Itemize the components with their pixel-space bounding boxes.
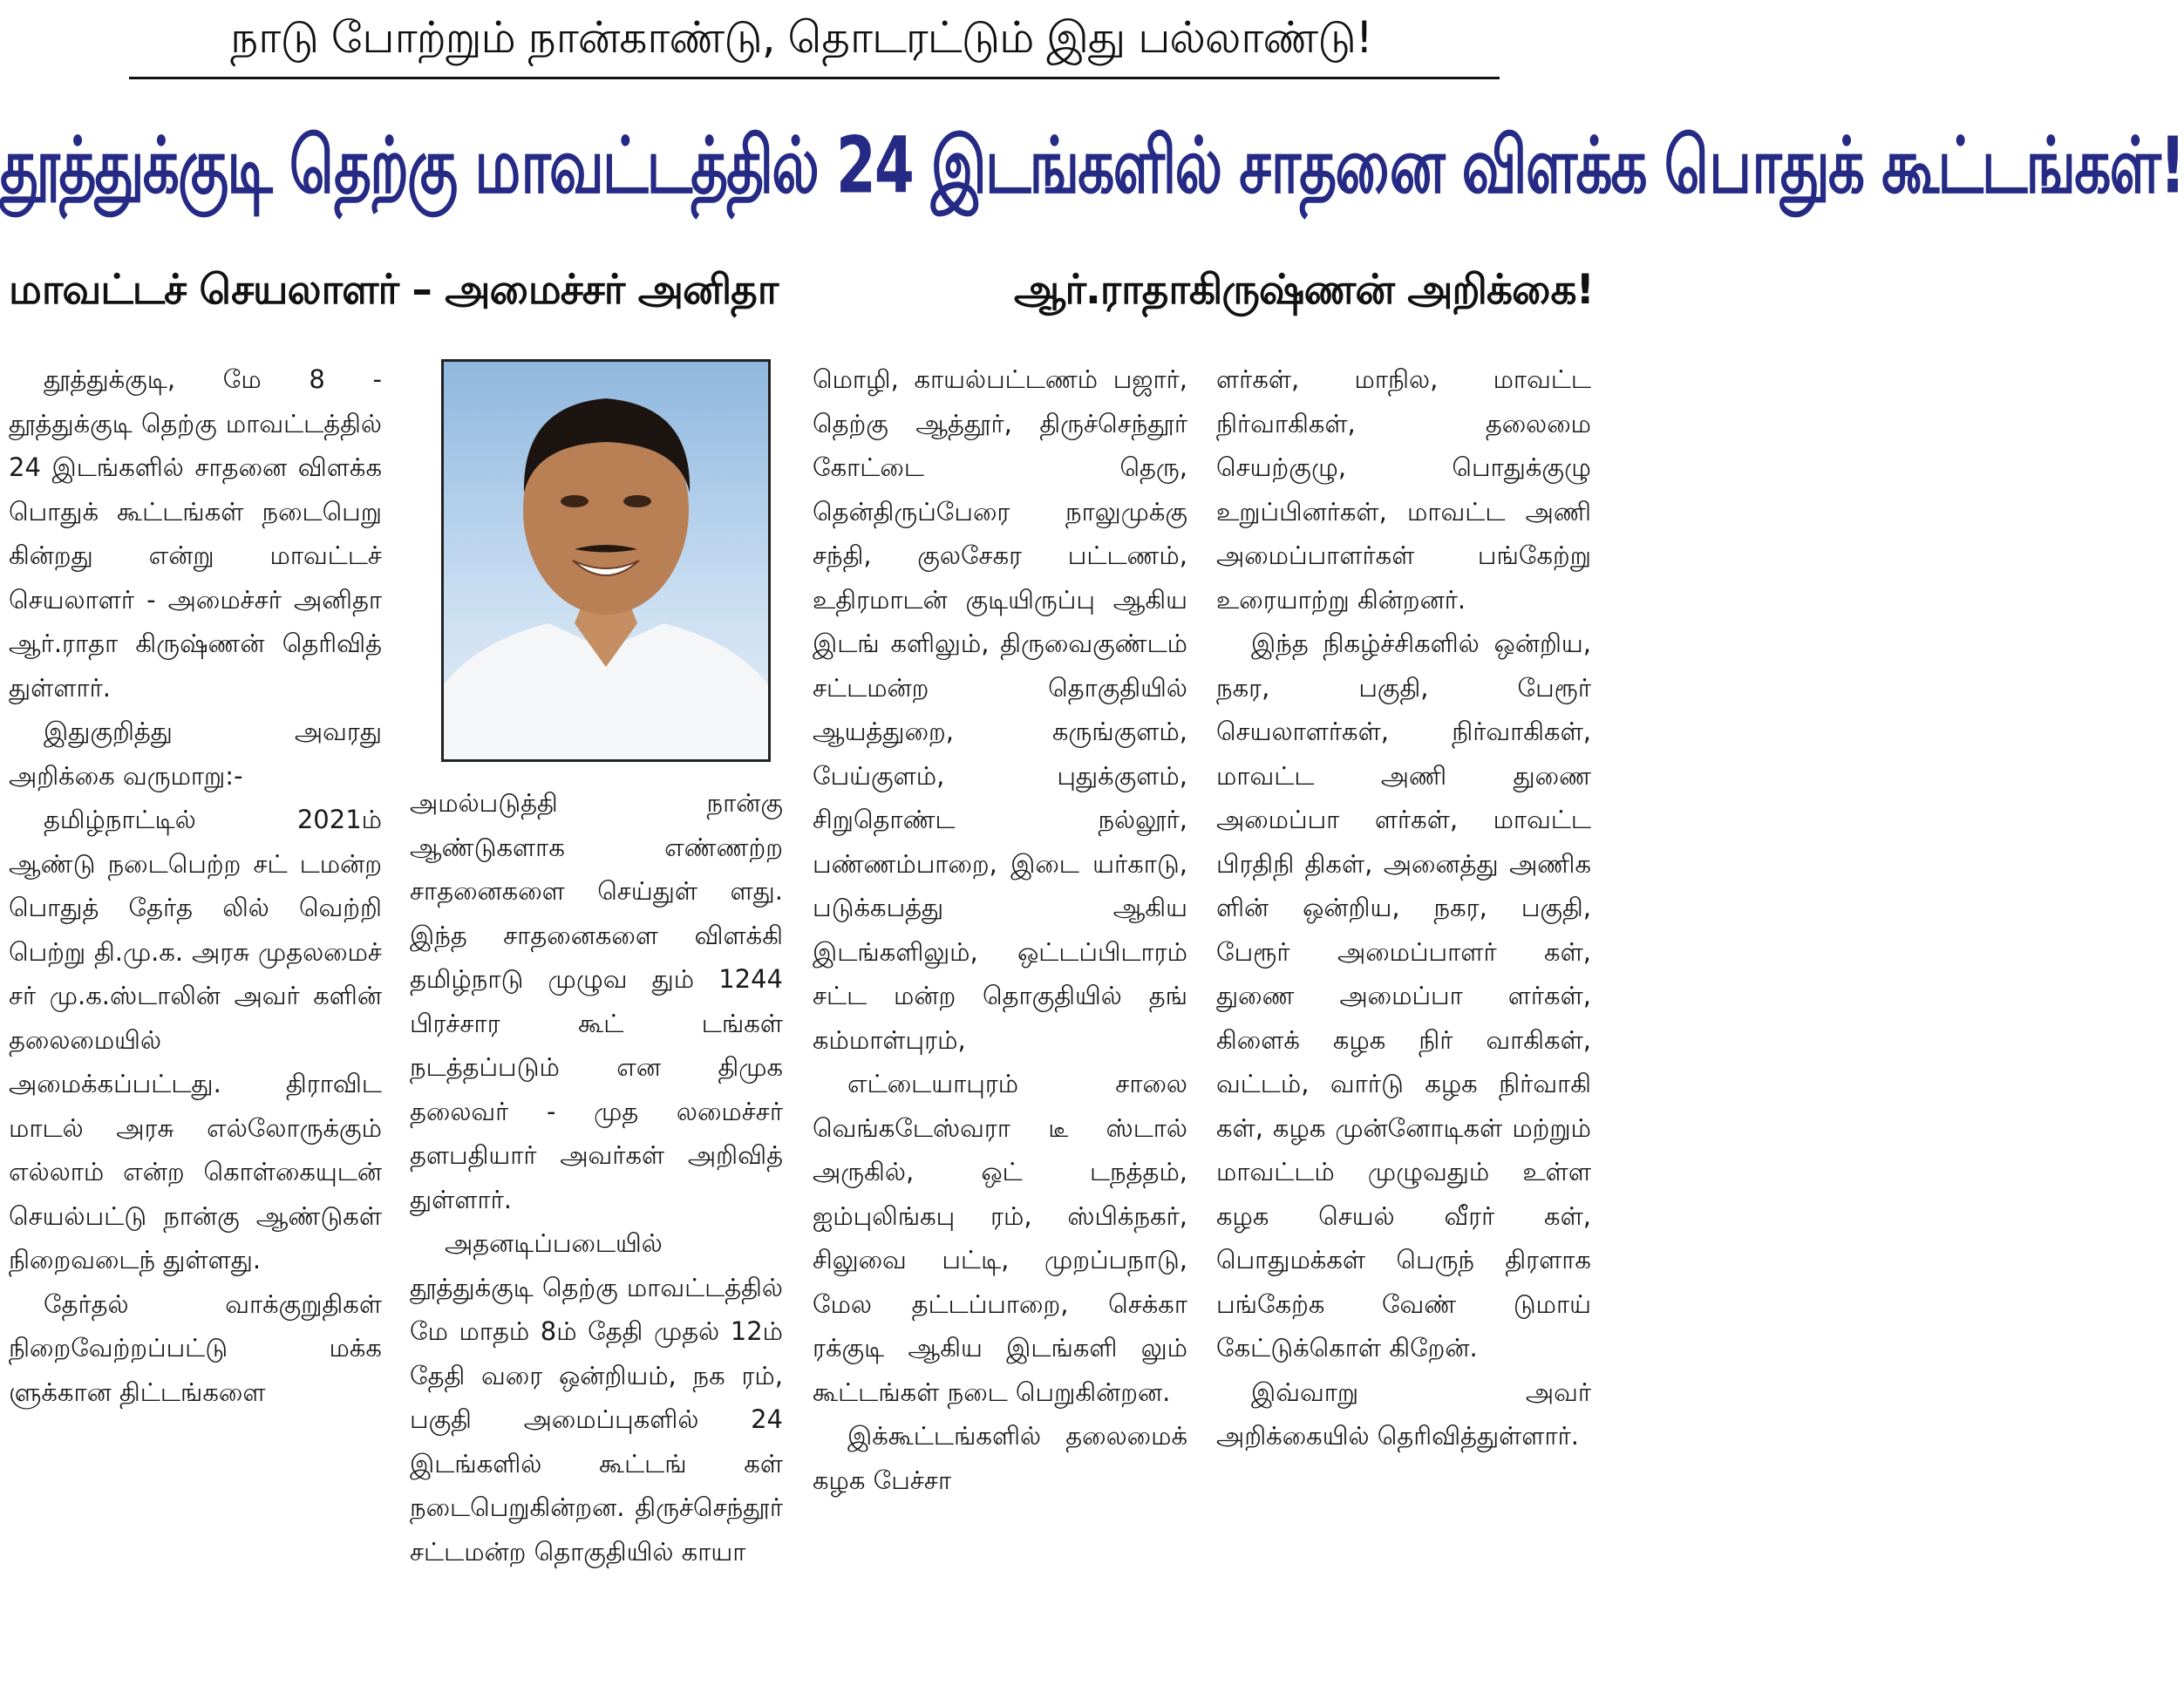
portrait-photo bbox=[441, 359, 771, 762]
paragraph: இவ்வாறு அவர் அறிக்கையில் தெரிவித்துள்ளார். bbox=[1216, 1377, 1591, 1451]
paragraph: இதுகுறித்து அவரது அறிக்கை வருமாறு:- bbox=[9, 717, 382, 791]
article-column-2 bbox=[410, 781, 783, 1574]
portrait-photo-icon bbox=[444, 362, 768, 759]
paragraph: தமிழ்நாட்டில் 2021ம் ஆண்டு நடைபெற்ற சட் டமன்ற பொதுத் தேர்த லில் வெற்றி பெற்று தி.மு.க. அரசு முதலமைச் சர் மு.க.ஸ்டாலின் அவர் களின் தலைமையில் அமைக்கப்பட்டது. திராவிட மாடல் அரசு எல்லோருக்கும் எல்லாம் என்ற கொள்கையுடன் செயல்பட்டு நான்கு ஆண்டுகள் நிறைவடைந் துள்ளது. bbox=[9, 805, 382, 1275]
kicker-underline bbox=[129, 77, 1500, 79]
paragraph: எட்டையாபுரம் சாலை வெங்கடேஸ்வரா டீ ஸ்டால் அருகில், ஒட் டநத்தம், ஐம்புலிங்கபு ரம், ஸ்பிக்நகர், சிலுவை பட்டி, முறப்பநாடு, மேல தட்டப்பாறை, செக்கா ரக்குடி ஆகிய இடங்களி லும் கூட்டங்கள் நடை பெறுகின்றன. bbox=[813, 1069, 1187, 1407]
paragraph: ளர்கள், மாநில, மாவட்ட நிர்வாகிகள், தலைமை செயற்குழு, பொதுக்குழு உறுப்பினர்கள், மாவட்ட அணி அமைப்பாளர்கள் பங்கேற்று உரையாற்று கின்றனர். bbox=[1216, 364, 1591, 615]
paragraph: தூத்துக்குடி, மே 8 - தூத்துக்குடி தெற்கு மாவட்டத்தில் 24 இடங்களில் சாதனை விளக்க பொதுக் கூட்டங்கள் நடைபெறு கின்றது என்று மாவட்டச் செயலாளர் - அமைச்சர் அனிதா ஆர்.ராதா கிருஷ்ணன் தெரிவித் துள்ளார். bbox=[9, 364, 382, 703]
paragraph: இக்கூட்டங்களில் தலைமைக் கழக பேச்சா bbox=[813, 1421, 1187, 1495]
main-headline: தூத்துக்குடி தெற்கு மாவட்டத்தில் 24 இடங்களில் சாதனை விளக்க பொதுக் கூட்டங்கள்! bbox=[0, 120, 2184, 211]
paragraph: இந்த நிகழ்ச்சிகளில் ஒன்றிய, நகர, பகுதி, பேரூர் செயலாளர்கள், நிர்வாகிகள், மாவட்ட அணி துணை அமைப்பா ளர்கள், மாவட்ட பிரதிநி திகள், அனைத்து அணிக ளின் ஒன்றிய, நகர, பகுதி, பேரூர் அமைப்பாளர் கள், துணை அமைப்பா ளர்கள், கிளைக் கழக நிர் வாகிகள், வட்டம், வார்டு கழக நிர்வாகி கள், கழக முன்னோடிகள் மற்றும் மாவட்டம் முழுவதும் உள்ள கழக செயல் வீரர் கள், பொதுமக்கள் பெருந் திரளாக பங்கேற்க வேண் டுமாய் கேட்டுக்கொள் கிறேன். bbox=[1216, 629, 1591, 1363]
kicker-headline: நாடு போற்றும் நான்காண்டு, தொடரட்டும் இது பல்லாண்டு! bbox=[230, 12, 1372, 63]
subheadline bbox=[9, 266, 1594, 319]
article-column-1 bbox=[9, 357, 382, 1414]
subhead-right: ஆர்.ராதாகிருஷ்ணன் அறிக்கை! bbox=[1014, 266, 1594, 314]
article-column-3 bbox=[813, 357, 1187, 1502]
paragraph: மொழி, காயல்பட்டணம் பஜார், தெற்கு ஆத்தூர், திருச்செந்தூர் கோட்டை தெரு, தென்திருப்பேரை நாலுமுக்கு சந்தி, குலசேகர பட்டணம், உதிரமாடன் குடியிருப்பு ஆகிய இடங் களிலும், திருவைகுண்டம் சட்டமன்ற தொகுதியில் ஆயத்துறை, கருங்குளம், பேய்குளம், புதுக்குளம், சிறுதொண்ட நல்லூர், பண்ணம்பாறை, இடை யர்காடு, படுக்கபத்து ஆகிய இடங்களிலும், ஒட்டப்பிடாரம் சட்ட மன்ற தொகுதியில் தங் கம்மாள்புரம், bbox=[813, 364, 1187, 1055]
paragraph: அமல்படுத்தி நான்கு ஆண்டுகளாக எண்ணற்ற சாதனைகளை செய்துள் ளது. இந்த சாதனைகளை விளக்கி தமிழ்நாடு முழுவ தும் 1244 பிரச்சார கூட் டங்கள் நடத்தப்படும் என திமுக தலைவர் - முத லமைச்சர் தளபதியார் அவர்கள் அறிவித் துள்ளார். bbox=[410, 788, 783, 1214]
subhead-left: மாவட்டச் செயலாளர் – அமைச்சர் அனிதா bbox=[9, 266, 779, 314]
article-column-4 bbox=[1216, 357, 1591, 1458]
paragraph: தேர்தல் வாக்குறுதிகள் நிறைவேற்றப்பட்டு மக்க ளுக்கான திட்டங்களை bbox=[9, 1288, 382, 1407]
paragraph: அதனடிப்படையில் தூத்துக்குடி தெற்கு மாவட்டத்தில் மே மாதம் 8ம் தேதி முதல் 12ம் தேதி வரை ஒன்றியம், நக ரம், பகுதி அமைப்புகளில் 24 இடங்களில் கூட்டங் கள் நடைபெறுகின்றன. திருச்செந்தூர் சட்டமன்ற தொகுதியில் காயா bbox=[410, 1228, 783, 1567]
